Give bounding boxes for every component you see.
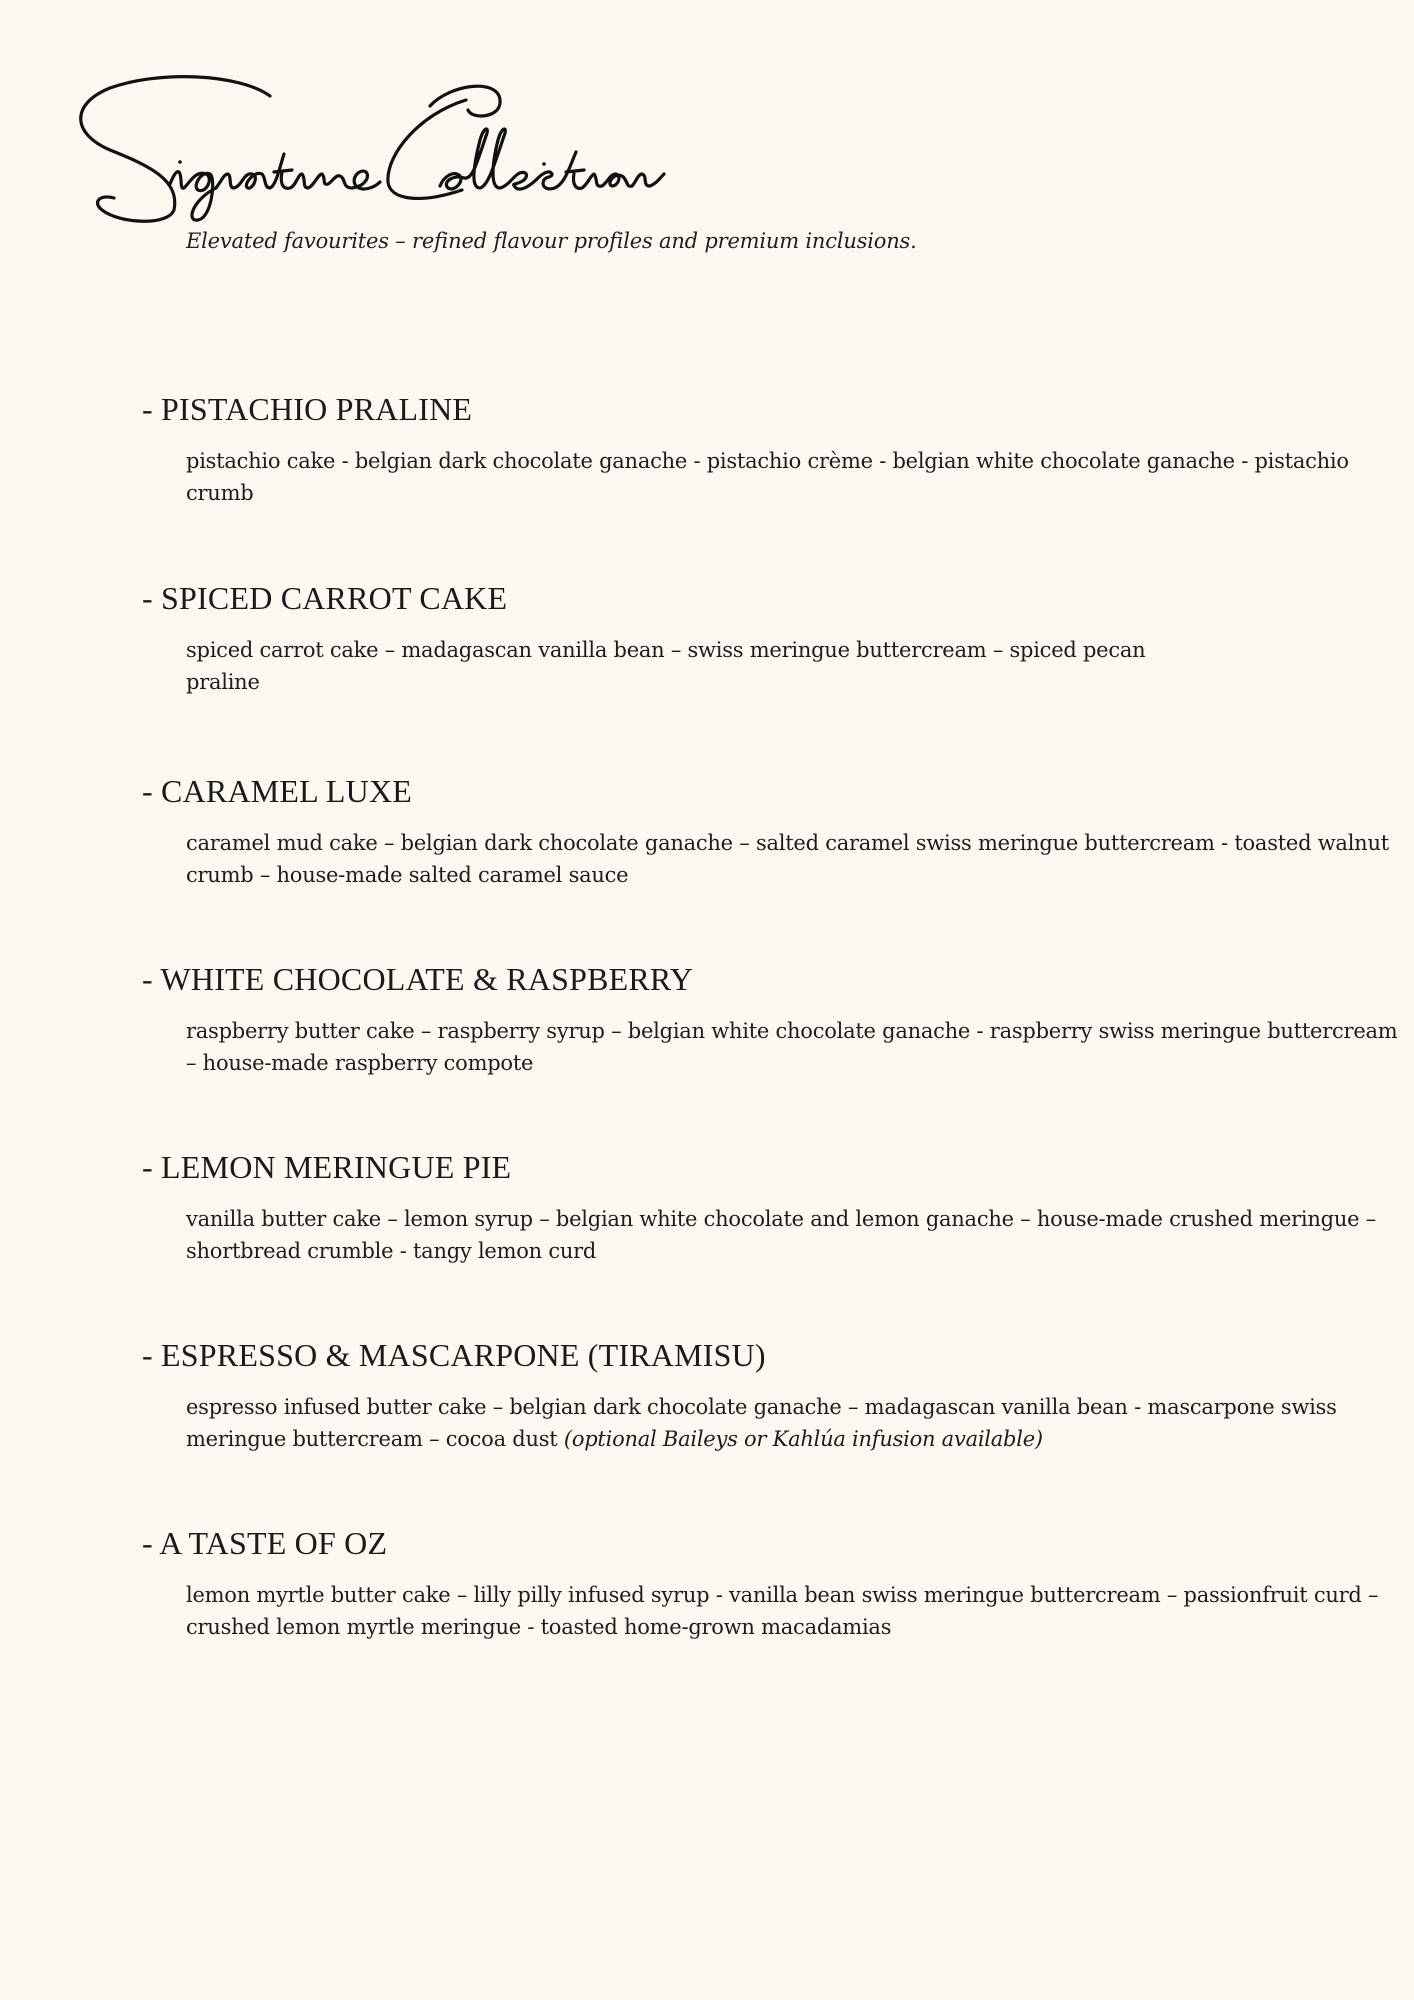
menu-item-description: pistachio cake - belgian dark chocolate ganache - pistachio crème - belgian white chocolate ganache - pistachio crumb: [186, 449, 1349, 505]
menu-item-name: - CARAMEL LUXE: [142, 773, 413, 809]
menu-item-note: (optional Baileys or Kahlúa infusion available): [563, 1427, 1043, 1451]
menu-item: [142, 582, 1382, 698]
menu-item-description: spiced carrot cake – madagascan vanilla bean – swiss meringue buttercream – spiced pecan praline: [186, 638, 1146, 694]
signature-collection-logotype: [70, 70, 670, 230]
menu-item-name: - ESPRESSO & MASCARPONE (TIRAMISU): [142, 1337, 766, 1373]
menu-item: [142, 393, 1382, 509]
menu-item-description: caramel mud cake – belgian dark chocolate ganache – salted caramel swiss meringue buttercream - toasted walnut crumb – house-made salted caramel sauce: [186, 831, 1389, 887]
menu-item-description: lemon myrtle butter cake – lilly pilly infused syrup - vanilla bean swiss meringue buttercream – passionfruit curd – crushed lemon myrtle meringue - toasted home-grown macadamias: [186, 1583, 1379, 1639]
menu-item-description: espresso infused butter cake – belgian dark chocolate ganache – madagascan vanilla bean - mascarpone swiss meringue buttercream – cocoa dust (optional Baileys or Kahlúa infusion available): [186, 1395, 1337, 1451]
page-subtitle: Elevated favourites – refined flavour profiles and premium inclusions.: [186, 229, 917, 253]
menu-item-description: vanilla butter cake – lemon syrup – belgian white chocolate and lemon ganache – house-made crushed meringue – shortbread crumble - tangy lemon curd: [186, 1207, 1376, 1263]
page-title: [70, 70, 670, 230]
menu-item-name: - LEMON MERINGUE PIE: [142, 1149, 512, 1185]
menu-item-description: raspberry butter cake – raspberry syrup – belgian white chocolate ganache - raspberry swiss meringue buttercream – house-made raspberry compote: [186, 1019, 1398, 1075]
menu-item-name: - PISTACHIO PRALINE: [142, 391, 473, 427]
menu-item-name: - A TASTE OF OZ: [142, 1525, 388, 1561]
menu-item: [142, 1527, 1382, 1643]
menu-item: [142, 773, 1389, 891]
menu-item: [142, 1339, 1382, 1455]
menu-item-name: - SPICED CARROT CAKE: [142, 580, 508, 616]
menu-item-name: - WHITE CHOCOLATE & RASPBERRY: [142, 961, 694, 997]
menu-item: [142, 1151, 1382, 1267]
menu-item: [142, 961, 1398, 1079]
